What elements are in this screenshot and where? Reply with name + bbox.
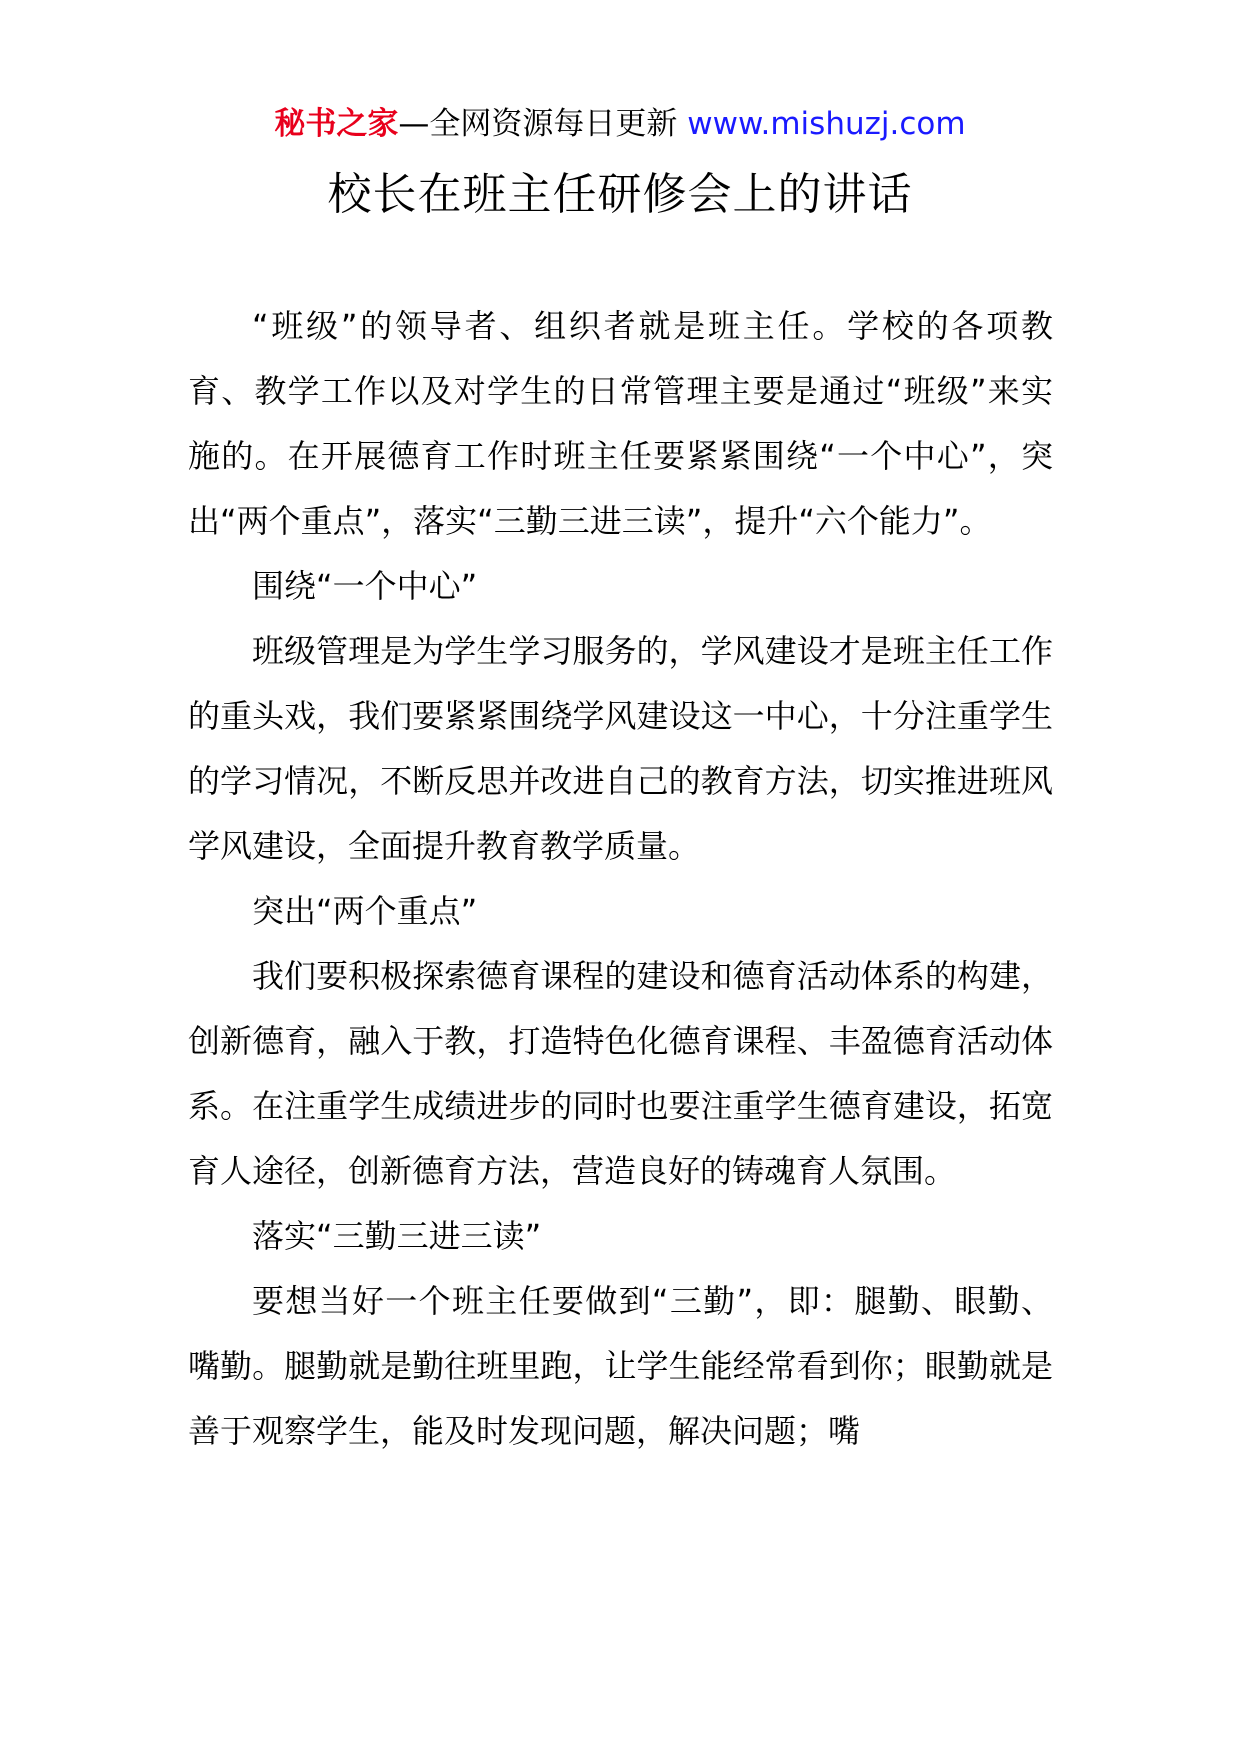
paragraph-two-focus: 我们要积极探索德育课程的建设和德育活动体系的构建，创新德育，融入于教，打造特色化德育课程、丰盈德育活动体系。在注重学生成绩进步的同时也要注重学生德育建设，拓宽育人途径，创新德育方法，营造良好的铸魂育人氛围。 bbox=[188, 957, 1053, 1190]
site-tagline: —全网资源每日更新 bbox=[398, 106, 688, 142]
document-body bbox=[188, 294, 1053, 1464]
paragraph-intro: “班级”的领导者、组织者就是班主任。学校的各项教育、教学工作以及对学生的日常管理主要是通过“班级”来实施的。在开展德育工作时班主任要紧紧围绕“一个中心”，突出“两个重点”，落实“三勤三进三读”，提升“六个能力”。 bbox=[188, 307, 1053, 540]
site-brand: 秘书之家 bbox=[274, 106, 399, 142]
section-heading-three-diligence: 落实“三勤三进三读” bbox=[252, 1217, 542, 1255]
site-url-link[interactable]: www.mishuzj.com bbox=[687, 106, 966, 142]
paragraph-three-diligence: 要想当好一个班主任要做到“三勤”，即：腿勤、眼勤、嘴勤。腿勤就是勤往班里跑，让学生能经常看到你；眼勤就是善于观察学生，能及时发现问题，解决问题；嘴 bbox=[188, 1282, 1053, 1450]
section-heading-one-center: 围绕“一个中心” bbox=[252, 567, 478, 605]
section-heading-two-focus: 突出“两个重点” bbox=[252, 892, 478, 930]
paragraph-one-center: 班级管理是为学生学习服务的，学风建设才是班主任工作的重头戏，我们要紧紧围绕学风建设这一中心，十分注重学生的学习情况，不断反思并改进自己的教育方法，切实推进班风学风建设，全面提升教育教学质量。 bbox=[188, 632, 1053, 865]
document-title: 校长在班主任研修会上的讲话 bbox=[327, 169, 913, 220]
site-header bbox=[0, 100, 1240, 148]
